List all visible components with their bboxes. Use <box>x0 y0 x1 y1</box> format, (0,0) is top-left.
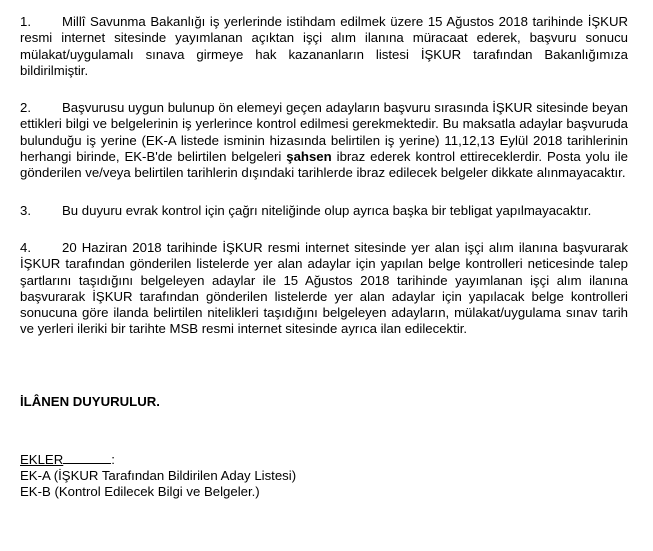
annexes-underline <box>63 452 111 464</box>
annex-item-b: EK-B (Kontrol Edilecek Bilgi ve Belgeler.) <box>20 484 260 500</box>
paragraph-4 <box>20 240 628 338</box>
paragraph-number: 2. <box>20 100 31 116</box>
annexes-heading <box>20 452 628 468</box>
paragraph-3 <box>20 203 628 219</box>
paragraph-number: 1. <box>20 14 31 29</box>
emphasis-text: şahsen <box>286 149 332 165</box>
paragraph-text: Başvurusu uygun bulunup ön elemeyi geçen adayların başvuru sırasında İŞKUR sitesinde beyan ettikleri bilgi ve belgelerinin iş yerlerince kontrol edilmesi gerekmektedir. Bu maksatla adaylar başvuruda bulunduğu iş yerine (EK-A listede isminin hizasında belirtilen iş yerine) 11,12,13 Eylül 2018 tarihlerinin herhangi birinde, EK-B'de belirtilen belgeleri <box>20 100 628 165</box>
annexes-colon: : <box>111 451 115 467</box>
announcement-heading: İLÂNEN DUYURULUR. <box>20 393 160 409</box>
paragraph-text: 20 Haziran 2018 tarihinde İŞKUR resmi internet sitesinde yer alan işçi alım ilanına başvurarak İŞKUR tarafından gönderilen listelerde yer alan adaylar için yapılan belge kontrolleri neticesinde talep şartlarını taşıdığını belgeleyen adaylar ile 15 Ağustos 2018 tarihinde yayımlanan işçi alım ilanına başvurarak İŞKUR tarafından gönderilen listelerde yer alan adaylar için yapılacak belge kontrolleri sonucuna göre ilanda belirtilen nitelikleri taşıdığını belgeleyen adayların, mülakat/uygulama sınav tarih ve yerleri ileriki bir tarihte MSB resmi internet sitesinde ayrıca ilan edilecektir. <box>20 239 628 337</box>
annex-item-a: EK-A (İŞKUR Tarafından Bildirilen Aday Listesi) <box>20 468 297 484</box>
document-body <box>20 14 628 501</box>
paragraph-text-continued: ibraz ederek kontrol ettireceklerdir. Posta yolu ile gönderilen ve/veya belirtilen tarihlerin dışındaki tarihlerde ibraz edilecek belgeler dikkate alınmayacaktır. <box>20 149 629 181</box>
paragraph-text: Millî Savunma Bakanlığı iş yerlerinde istihdam edilmek üzere 15 Ağustos 2018 tarihinde İŞKUR resmi internet sitesinde yayımlanan açıktan işçi alım ilanına müracaat ederek, başvuru sonucu mülakat/uygulamalı sınava girmeye hak kazananların listesi İŞKUR tarafından Bakanlığımıza bildirilmiştir. <box>20 14 628 78</box>
paragraph-2 <box>20 100 628 181</box>
annexes-label: EKLER <box>20 451 64 467</box>
paragraph-number: 3. <box>20 202 31 218</box>
paragraph-number: 4. <box>20 239 31 255</box>
paragraph-1 <box>20 14 628 79</box>
paragraph-text: Bu duyuru evrak kontrol için çağrı niteliğinde olup ayrıca başka bir tebligat yapılmayacaktır. <box>62 202 592 218</box>
